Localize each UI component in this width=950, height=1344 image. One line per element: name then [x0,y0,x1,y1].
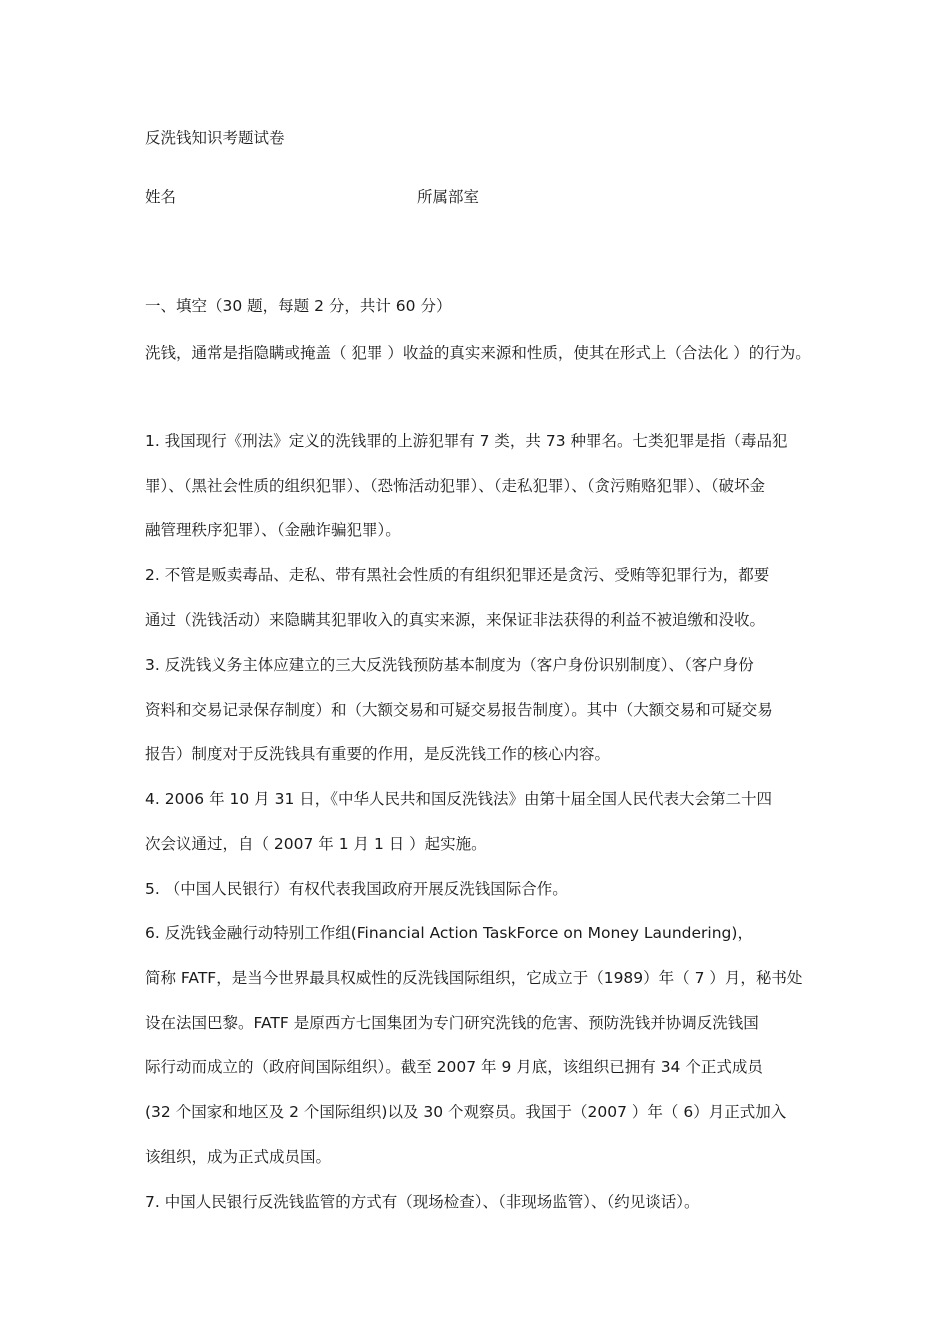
question-3-line-1: 3. 反洗钱义务主体应建立的三大反洗钱预防基本制度为（客户身份识别制度）、（客户身份 [145,656,754,674]
question-6-line-6: 该组织，成为正式成员国。 [145,1148,332,1166]
question-6-line-2: 简称 FATF，是当今世界最具权威性的反洗钱国际组织，它成立于（1989）年（ 7 ）月，秘书处 [145,969,803,987]
question-4-line-2: 次会议通过，自（ 2007 年 1 月 1 日 ）起实施。 [145,835,487,853]
question-7-line-1: 7. 中国人民银行反洗钱监管的方式有（现场检查）、（非现场监管）、（约见谈话）。 [145,1193,700,1211]
question-3-line-3: 报告）制度对于反洗钱具有重要的作用，是反洗钱工作的核心内容。 [145,745,611,763]
section-title: 一、填空（30 题，每题 2 分，共计 60 分） [145,297,452,315]
question-4-line-1: 4. 2006 年 10 月 31 日，《中华人民共和国反洗钱法》由第十届全国人民代表大会第二十四 [145,790,772,808]
name-label: 姓名 [145,188,177,206]
question-2-line-1: 2. 不管是贩卖毒品、走私、带有黑社会性质的有组织犯罪还是贪污、受贿等犯罪行为，都要 [145,566,770,584]
question-2-line-2: 通过（洗钱活动）来隐瞒其犯罪收入的真实来源，来保证非法获得的利益不被追缴和没收。 [145,611,766,629]
dept-label: 所属部室 [417,188,480,206]
question-1-line-3: 融管理秩序犯罪）、（金融诈骗犯罪）。 [145,521,401,539]
document-title: 反洗钱知识考题试卷 [145,129,285,147]
question-6-line-5: (32 个国家和地区及 2 个国际组织)以及 30 个观察员。我国于（2007 ）年（ 6）月正式加入 [145,1103,787,1121]
section-intro: 洗钱，通常是指隐瞒或掩盖（ 犯罪 ）收益的真实来源和性质，使其在形式上（合法化 ）的行为。 [145,344,811,362]
question-5-line-1: 5. （中国人民银行）有权代表我国政府开展反洗钱国际合作。 [145,880,568,898]
question-6-line-3: 设在法国巴黎。FATF 是原西方七国集团为专门研究洗钱的危害、预防洗钱并协调反洗钱国 [145,1014,759,1032]
question-6-line-4: 际行动而成立的（政府间国际组织）。截至 2007 年 9 月底，该组织已拥有 34 个正式成员 [145,1058,763,1076]
question-6-line-1: 6. 反洗钱金融行动特别工作组(Financial Action TaskForce on Money Laundering)， [145,924,753,942]
name-dept-row [145,187,825,207]
question-1-line-2: 罪）、（黑社会性质的组织犯罪）、（恐怖活动犯罪）、（走私犯罪）、（贪污贿赂犯罪）、（破坏金 [145,477,766,495]
question-3-line-2: 资料和交易记录保存制度）和（大额交易和可疑交易报告制度）。其中（大额交易和可疑交易 [145,701,773,719]
question-1-line-1: 1. 我国现行《刑法》定义的洗钱罪的上游犯罪有 7 类，共 73 种罪名。七类犯罪是指（毒品犯 [145,432,788,450]
